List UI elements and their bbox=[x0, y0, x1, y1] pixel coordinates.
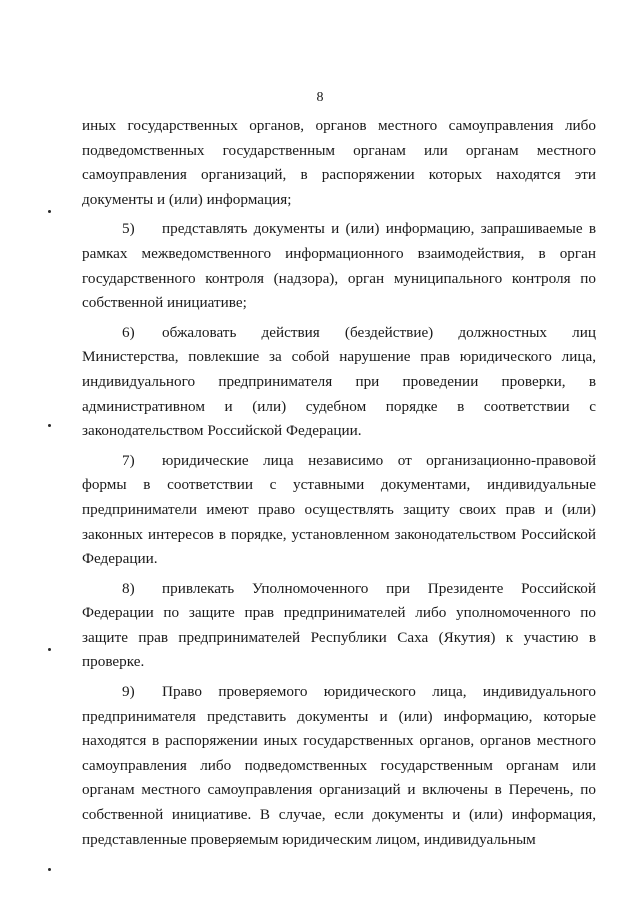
scan-mark bbox=[48, 648, 51, 651]
scan-mark bbox=[48, 868, 51, 871]
item-text: юридические лица независимо от организационно-правовой формы в соответствии с уставными документами, индивидуальные предприниматели имеют право осуществлять защиту своих прав и (или) законных интересов в порядке, установленном законодательством Российской Федерации. bbox=[82, 451, 596, 568]
item-number: 5) bbox=[122, 220, 135, 238]
continuation-paragraph: иных государственных органов, органов местного самоуправления либо подведомственных государственным органам или органам местного самоуправления организаций, в распоряжении которых находятся эти документы и (или) информация; bbox=[82, 117, 596, 208]
item-text: привлекать Уполномоченного при Президенте Российской Федерации по защите прав предпринимателей либо уполномоченного по защите прав предпринимателей Республики Саха (Якутия) к участию в проверке. bbox=[82, 579, 596, 671]
list-item-7 bbox=[82, 449, 596, 572]
list-item-8 bbox=[82, 577, 596, 675]
item-number: 7) bbox=[122, 451, 135, 469]
scan-mark bbox=[48, 424, 51, 427]
page-number: 8 bbox=[316, 90, 324, 105]
item-text: представлять документы и (или) информацию, запрашиваемые в рамках межведомственного информационного взаимодействия, в орган государственного контроля (надзора), орган муниципального контроля по собственной инициативе; bbox=[82, 220, 596, 312]
list-item-6 bbox=[82, 321, 596, 444]
item-number: 9) bbox=[122, 683, 135, 701]
page-body bbox=[82, 114, 596, 852]
list-item-9 bbox=[82, 680, 596, 852]
item-text: Право проверяемого юридического лица, индивидуального предпринимателя представить документы и (или) информацию, которые находятся в распоряжении иных государственных органов, органов местного самоуправления либо подведомственных государственным органам или органам местного самоуправления организаций и включены в Перечень, по собственной инициативе. В случае, если документы и (или) информация, представленные проверяемым юридическим лицом, индивидуальным bbox=[82, 683, 596, 848]
list-item-5 bbox=[82, 217, 596, 315]
item-number: 8) bbox=[122, 579, 135, 597]
item-text: обжаловать действия (бездействие) должностных лиц Министерства, повлекшие за собой нарушение прав юридического лица, индивидуального предпринимателя при проведении проверки, в административном и (или) судебном порядке в соответствии с законодательством Российской Федерации. bbox=[82, 323, 596, 440]
item-number: 6) bbox=[122, 323, 135, 341]
scan-mark bbox=[48, 210, 51, 213]
